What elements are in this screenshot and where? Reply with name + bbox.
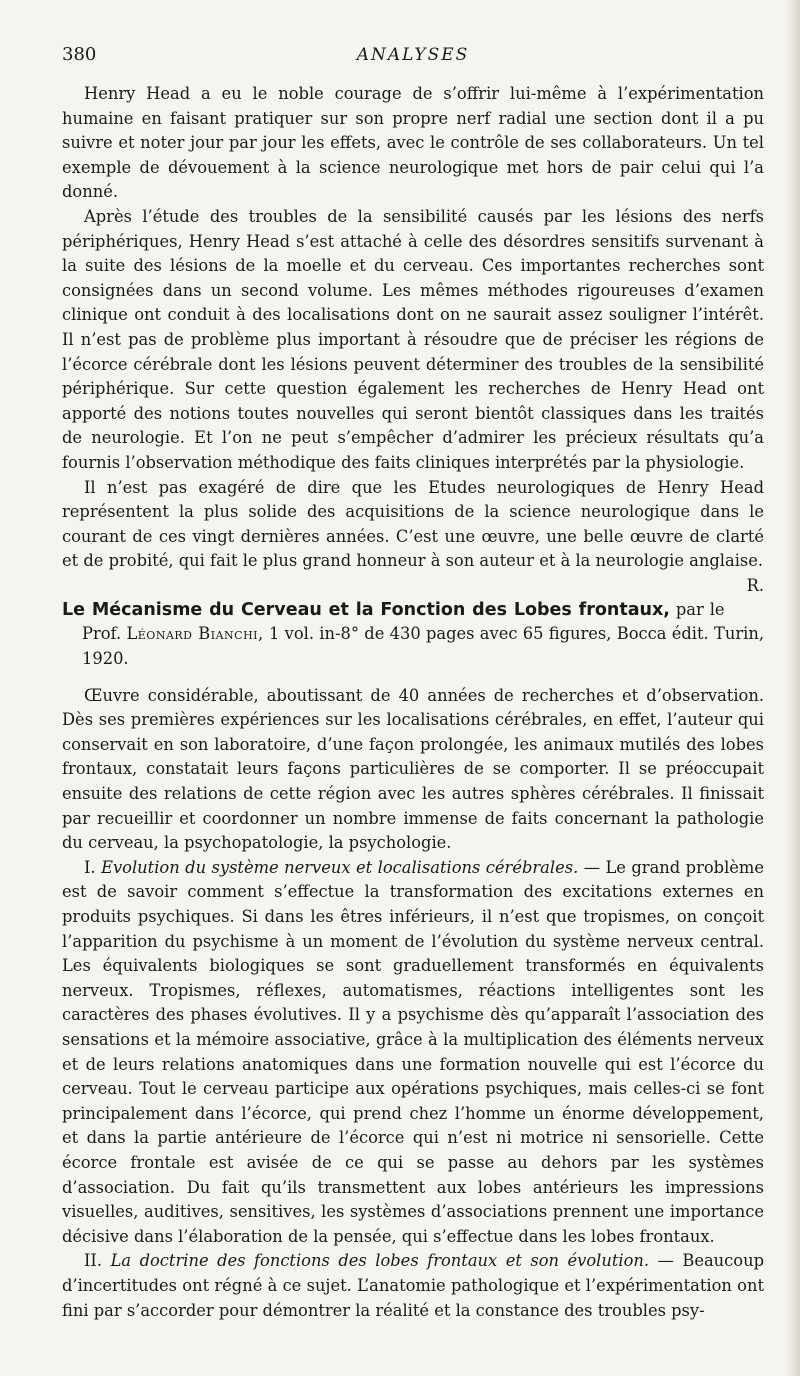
paragraph: Après l’étude des troubles de la sensibilité causés par les lésions des nerfs périphériques, Henry Head s’est attaché à celle des désordres sensitifs survenant à la suite des lésions de la moelle et du cerveau. Ces importantes recherches sont consignées dans un second volume. Les mêmes méthodes rigoureuses d’examen clinique ont conduit à des localisations dont on ne saurait assez souligner l’intérêt. Il n’est pas de problème plus important à résoudre que de préciser les régions de l’écorce cérébrale dont les lésions peuvent déterminer des troubles de la sensibilité périphérique. Sur cette question également les recherches de Henry Head ont apporté des notions toutes nouvelles qui seront bientôt classiques dans les traités de neurologie. Et l’on ne peut s’empêcher d’admirer les précieux résultats qu’a fournis l’observation méthodique des faits cliniques interprétés par la physiologie.: [62, 206, 764, 472]
review-head-studies: [62, 82, 764, 595]
page-header: [62, 44, 764, 74]
by-label: par le Prof.: [82, 599, 725, 644]
running-head: ANALYSES: [356, 45, 470, 65]
section-title: La doctrine des fonctions des lobes frontaux et son évolution.: [110, 1251, 650, 1271]
book-title: Le Mécanisme du Cerveau et la Fonction des Lobes frontaux,: [62, 599, 670, 620]
page-edge-shadow: [786, 0, 800, 1376]
section-text: — Beaucoup d’incertitudes ont régné à ce sujet. L’anatomie pathologique et l’expérimentation ont fini par s’accorder pour démontrer la réalité et la constance des troubles psy-: [62, 1251, 765, 1320]
paragraph: Œuvre considérable, aboutissant de 40 années de recherches et d’observation. Dès ses premières expériences sur les localisations cérébrales, en effet, l’auteur qui conservait en son laboratoire, d’une façon prolongée, les animaux mutilés des lobes frontaux, constatait leurs façons particulières de se comporter. Il se préoccupait ensuite des relations de cette région avec les autres sphères cérébrales. Il finissait par recueillir et coordonner un nombre immense de faits concernant la pathologie du cerveau, la psychopatologie, la psychologie.: [62, 685, 764, 853]
review-bianchi: [62, 684, 764, 1323]
book-details: 1 vol. in-8° de 430 pages avec 65 figures, Bocca édit. Turin, 1920.: [82, 624, 764, 669]
book-author: Léonard Bianchi,: [126, 624, 264, 644]
section-number: I.: [84, 857, 96, 877]
section-paragraph: [62, 1249, 764, 1323]
reviewer-signature: R.: [746, 575, 764, 595]
page: [62, 44, 764, 1323]
page-number: 380: [62, 44, 97, 65]
section-number: II.: [84, 1251, 103, 1271]
section-paragraph: [62, 856, 764, 1250]
paragraph: Henry Head a eu le noble courage de s’offrir lui-même à l’expérimentation humaine en faisant pratiquer sur son propre nerf radial une section dont il a pu suivre et noter jour par jour les effets, avec le contrôle de ses collaborateurs. Un tel exemple de dévouement à la science neurologique met hors de pair celui qui l’a donné.: [62, 84, 764, 202]
section-title: Evolution du système nerveux et localisations cérébrales.: [101, 857, 579, 877]
review-heading: [62, 598, 764, 672]
paragraph-text: Il n’est pas exagéré de dire que les Etudes neurologiques de Henry Head représentent la plus solide des acquisitions de la science neurologique dans le courant de ces vingt dernières années. C’est une œuvre, une belle œuvre de clarté et de probité, qui fait le plus grand honneur à son auteur et à la neurologie anglaise.: [62, 477, 764, 571]
paragraph: [62, 476, 764, 595]
spacer: [62, 672, 764, 684]
section-text: — Le grand problème est de savoir comment s’effectue la transformation des excitations externes en produits psychiques. Si dans les êtres inférieurs, il n’est que tropismes, on conçoit l’apparition du psychisme à un moment de l’évolution du système nerveux central. Les équivalents biologiques se sont graduellement transformés en équivalents nerveux. Tropismes, réflexes, automatismes, réactions intelligentes sont les caractères des phases évolutives. Il y a psychisme dès qu’apparaît l’association des sensations et la mémoire associative, grâce à la multiplication des éléments nerveux et de leurs relations anatomiques dans une formation nouvelle qui est l’écorce du cerveau. Tout le cerveau participe aux opérations psychiques, mais celles-ci se font principalement dans l’écorce, qui prend chez l’homme un énorme développement, et dans la partie antérieure de l’écorce qui n’est ni motrice ni sensorielle. Cette écorce frontale est avisée de ce qui se passe au dehors par les systèmes d’association. Du fait qu’ils transmettent aux lobes antérieurs les impressions visuelles, auditives, sensitives, les systèmes d’associations prennent une importance décisive dans l’élaboration de la pensée, qui s’effectue dans les lobes frontaux.: [62, 857, 765, 1246]
